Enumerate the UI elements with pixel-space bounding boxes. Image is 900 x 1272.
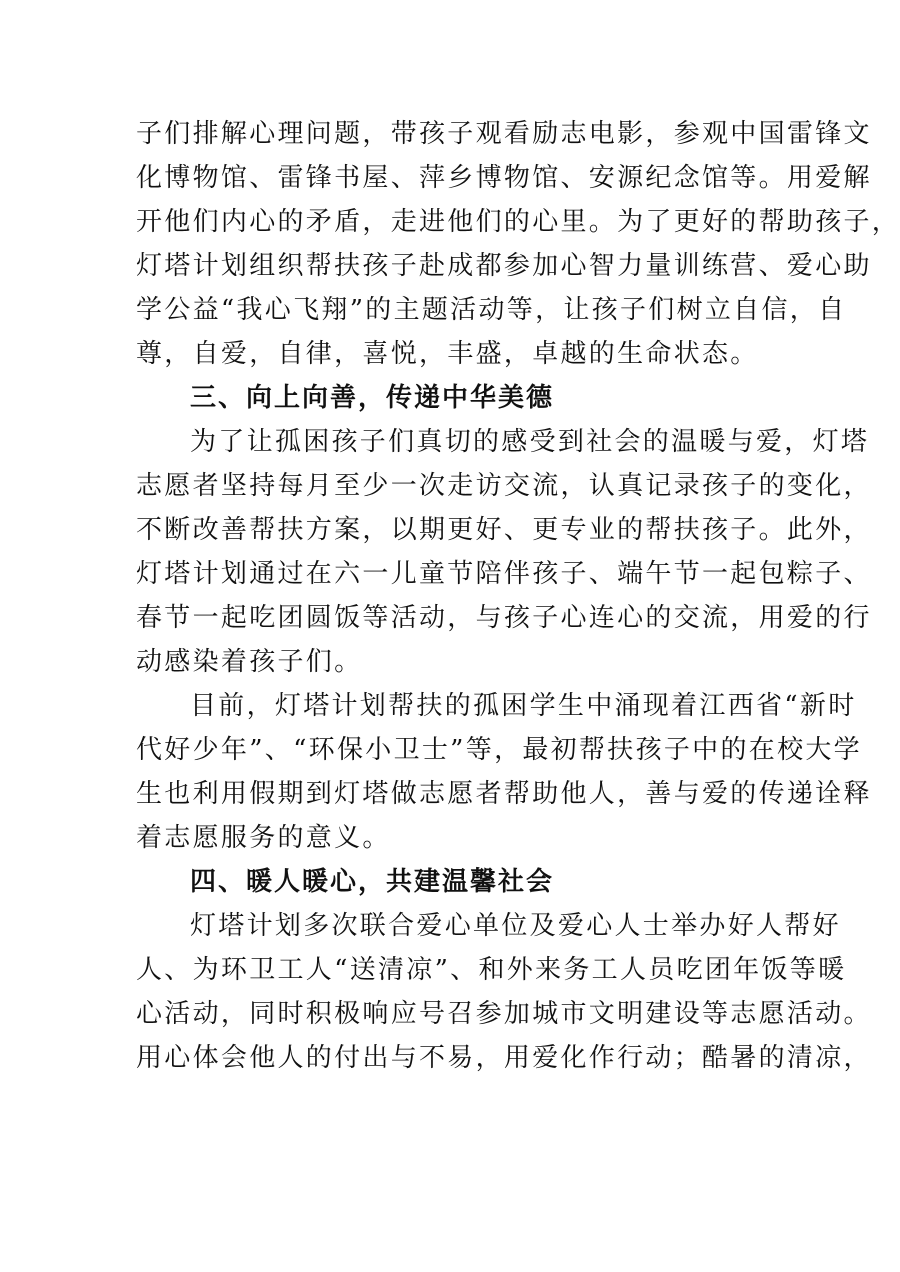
- paragraph-start: 灯塔计划多次联合爱心单位及爱心人士举办好人帮好: [190, 911, 841, 941]
- text-line: 心活动，同时积极响应号召参加城市文明建设等志愿活动。: [136, 999, 872, 1029]
- text-line: 尊，自爱，自律，喜悦，丰盛，卓越的生命状态。: [136, 339, 759, 369]
- text-line: 开他们内心的矛盾，走进他们的心里。为了更好的帮助孩子，: [136, 207, 900, 237]
- text-line: 不断改善帮扶方案，以期更好、更专业的帮扶孩子。此外，: [136, 515, 872, 545]
- document-page: [136, 112, 900, 1080]
- text-line: 代好少年”、“环保小卫士”等，最初帮扶孩子中的在校大学: [136, 735, 862, 765]
- text-line: 灯塔计划组织帮扶孩子赴成都参加心智力量训练营、爱心助: [136, 251, 872, 281]
- text-line: 灯塔计划通过在六一儿童节陪伴孩子、端午节一起包粽子、: [136, 559, 872, 589]
- section-heading-4: 四、暖人暖心，共建温馨社会: [190, 867, 555, 897]
- text-line: 生也利用假期到灯塔做志愿者帮助他人，善与爱的传递诠释: [136, 779, 872, 809]
- text-line: 化博物馆、雷锋书屋、萍乡博物馆、安源纪念馆等。用爱解: [136, 163, 872, 193]
- text-line: 志愿者坚持每月至少一次走访交流，认真记录孩子的变化，: [136, 471, 872, 501]
- text-line: 人、为环卫工人“送清凉”、和外来务工人员吃团年饭等暖: [136, 955, 847, 985]
- text-line: 春节一起吃团圆饭等活动，与孩子心连心的交流，用爱的行: [136, 603, 872, 633]
- text-line: 子们排解心理问题，带孩子观看励志电影，参观中国雷锋文: [136, 119, 872, 149]
- text-line: 动感染着孩子们。: [136, 647, 363, 677]
- paragraph-start: 目前，灯塔计划帮扶的孤困学生中涌现着江西省“新时: [190, 691, 857, 721]
- paragraph-start: 为了让孤困孩子们真切的感受到社会的温暖与爱，灯塔: [190, 427, 870, 457]
- text-line: 用心体会他人的付出与不易，用爱化作行动；酷暑的清凉，: [136, 1043, 872, 1073]
- text-line: 着志愿服务的意义。: [136, 823, 391, 853]
- section-heading-3: 三、向上向善，传递中华美德: [190, 383, 555, 413]
- text-line: 学公益“我心飞翔”的主题活动等，让孩子们树立自信，自: [136, 295, 847, 325]
